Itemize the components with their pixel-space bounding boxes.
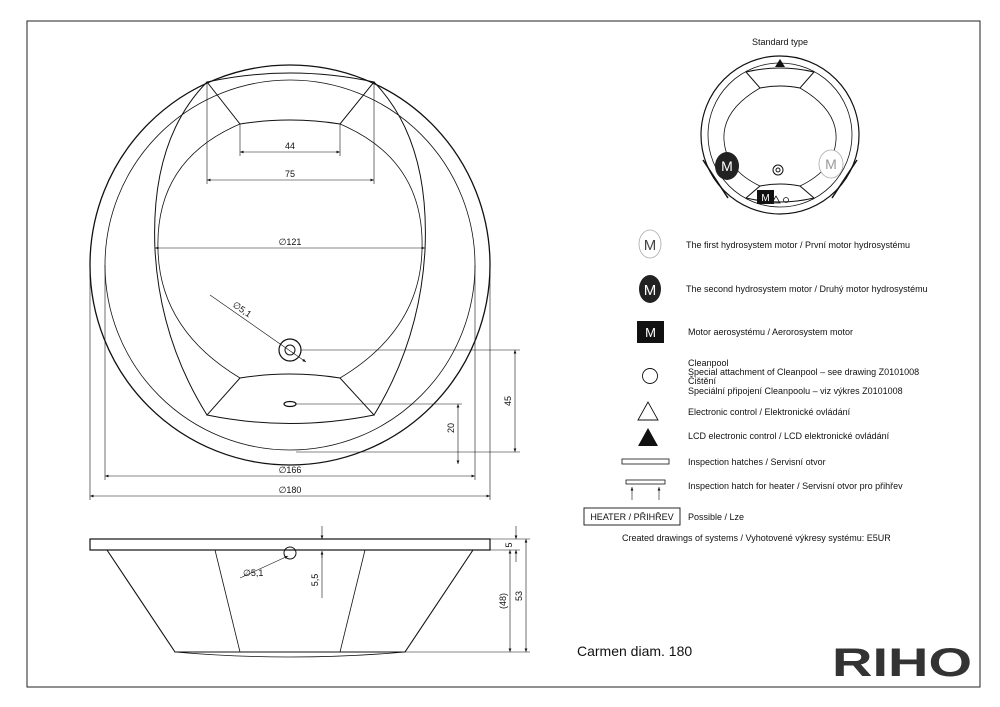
bottom-headrest [207, 374, 374, 424]
standard-type-title: Standard type [751, 37, 809, 47]
product-title: Carmen diam. 180 [577, 643, 693, 659]
electronic-control-icon [638, 402, 658, 420]
first-motor-symbol: M [643, 237, 657, 254]
aero-motor-symbol: M [645, 325, 656, 340]
mini-top-headrest [746, 68, 814, 88]
inspection-hatch-icon [622, 459, 669, 464]
mini-bottom-headrest [746, 184, 814, 202]
dim-53-label: 53 [514, 590, 524, 602]
sheet-border [27, 21, 980, 687]
riho-logo: RIHO [832, 641, 972, 685]
overflow [284, 402, 296, 407]
legend-possible: Possible / Lze [688, 512, 745, 522]
top-view-dimensions [90, 82, 520, 500]
basin-right-wall [374, 82, 425, 415]
mini-first-motor-label: M [825, 156, 837, 172]
dim-75-label: 75 [284, 169, 296, 179]
dim-45-label: 45 [503, 395, 513, 407]
legend-cleanpool-line-4: Speciální připojení Cleanpoolu – viz výkres Z0101008 [688, 386, 903, 396]
legend-first-motor: The first hydrosystem motor / První motor hydrosystému [686, 240, 911, 250]
outer-rim [90, 65, 490, 465]
legend-cleanpool-line-1: Cleanpool [688, 358, 729, 368]
mini-outer-rim [701, 56, 859, 214]
second-motor-symbol: M [643, 282, 657, 299]
side-shell [107, 550, 473, 652]
side-view [90, 539, 490, 657]
dim-44-label: 44 [284, 141, 296, 151]
side-panel-left [215, 550, 240, 652]
inner-rim [105, 80, 475, 450]
legend-electronic-control: Electronic control / Elektronické ovládání [688, 407, 851, 417]
dim-121-label: ∅121 [278, 237, 302, 247]
dim-drain-label: ∅5,1 [230, 299, 254, 320]
mini-cleanpool [773, 165, 783, 175]
side-base [175, 652, 405, 657]
side-view-dimensions [240, 526, 530, 652]
side-panel-right [340, 550, 365, 652]
top-view [90, 65, 490, 465]
dim-166-label: ∅166 [278, 465, 302, 475]
mini-aero-motor-label: M [761, 193, 770, 204]
legend-cleanpool-line-3: Čištění [688, 376, 717, 386]
lcd-control-icon [638, 428, 658, 446]
dim-20-label: 20 [446, 422, 456, 434]
heater-hatch-icon [626, 480, 665, 500]
legend-cleanpool-line-2: Special attachment of Cleanpool – see drawing Z0101008 [688, 367, 920, 377]
basin-left-inner [158, 124, 240, 378]
mini-second-motor-label: M [721, 158, 733, 174]
dim-180-label: ∅180 [278, 485, 302, 495]
dim-5-5-label: 5,5 [310, 573, 320, 587]
mini-inner-rim [708, 63, 852, 207]
drain-outer [279, 339, 301, 361]
legend-aero-motor: Motor aerosystému / Aerorosystem motor [688, 327, 854, 337]
legend-lcd-control: LCD electronic control / LCD elektronické ovládání [688, 431, 890, 441]
legend-created-drawings: Created drawings of systems / Vyhotovené výkresy systému: E5UR [622, 533, 891, 543]
heater-box-label: HEATER / PŘIHŘEV [590, 512, 674, 522]
dim-5-label: 5 [504, 542, 514, 548]
dim-line-drain [210, 295, 306, 362]
cleanpool-icon [643, 369, 658, 384]
side-rim [90, 539, 490, 550]
standard-type-view [701, 56, 859, 214]
legend [584, 230, 928, 543]
basin-left-wall [155, 82, 207, 415]
basin-right-inner [340, 124, 422, 378]
legend-heater-hatch: Inspection hatch for heater / Servisní otvor pro přihřev [688, 481, 903, 491]
side-drain-label: ∅5,1 [243, 568, 264, 578]
legend-second-motor: The second hydrosystem motor / Druhý motor hydrosystému [686, 284, 928, 294]
dim-48-label: (48) [498, 592, 508, 610]
top-headrest [207, 73, 374, 124]
legend-inspection-hatches: Inspection hatches / Servisní otvor [688, 457, 826, 467]
mini-cleanpool-inner [776, 168, 780, 172]
